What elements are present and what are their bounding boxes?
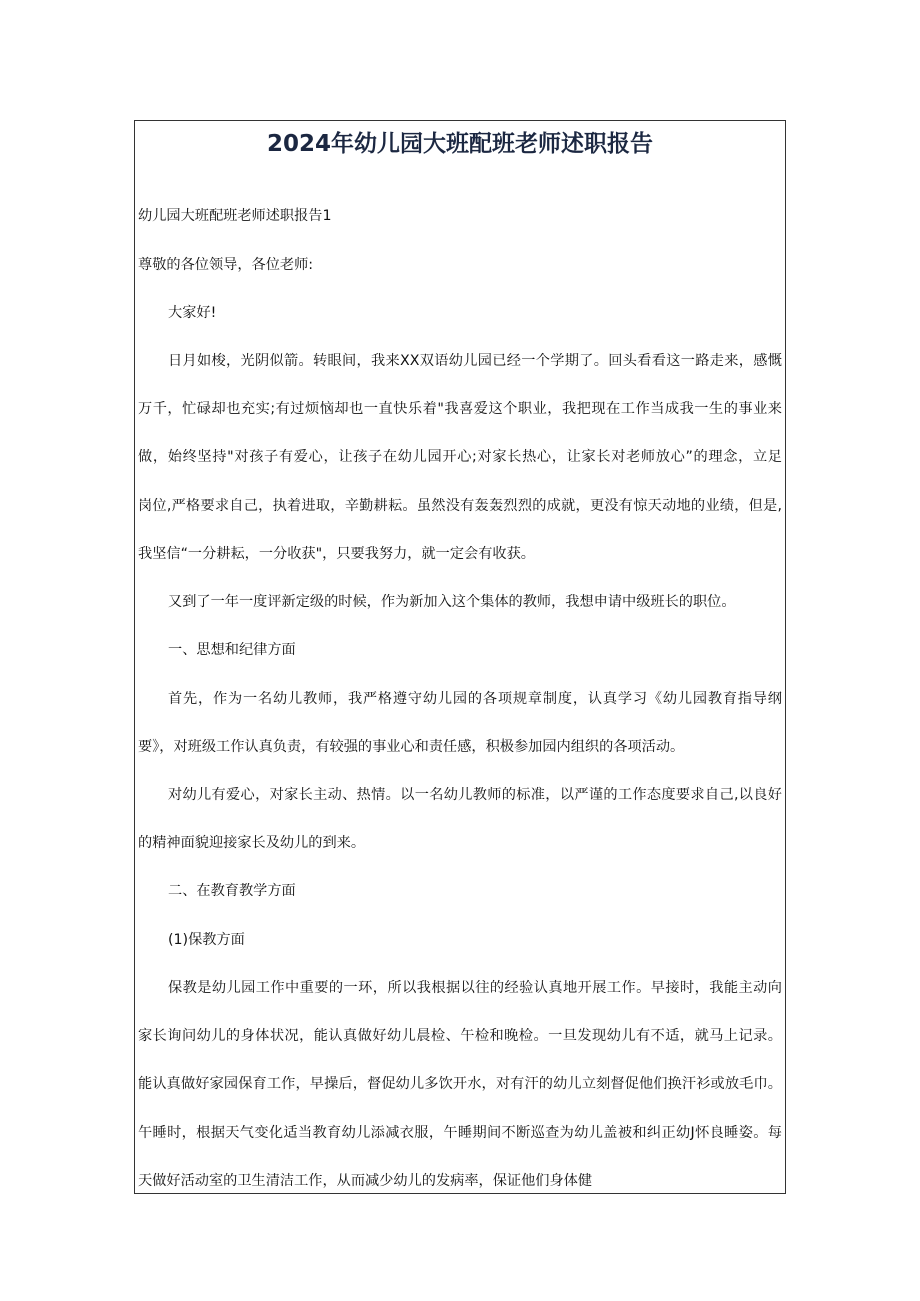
paragraph-line: 要》，对班级工作认真负责，有较强的事业心和责任感，积极参加园内组织的各项活动。 xyxy=(138,739,685,755)
paragraph-line: 保教是幼儿园工作中重要的一环，所以我根据以往的经验认真地开展工作。早接时，我能主动向 xyxy=(168,980,782,996)
section-heading: 一、思想和纪律方面 xyxy=(168,642,296,658)
paragraph-line: 又到了一年一度评新定级的时候，作为新加入这个集体的教师，我想申请中级班长的职位。 xyxy=(168,594,736,610)
paragraph-line: 我坚信“一分耕耘，一分收获"，只要我努力，就一定会有收获。 xyxy=(138,546,535,562)
paragraph-line: 做，始终坚持"对孩子有爱心，让孩子在幼儿园开心;对家长热心，让家长对老师放心”的理念，立足 xyxy=(138,449,782,465)
paragraph-line: 对幼儿有爱心，对家长主动、热情。以一名幼儿教师的标准，以严谨的工作态度要求自己,以良好 xyxy=(168,787,782,803)
paragraph-line: 日月如梭，光阴似箭。转眼间，我来XX双语幼儿园已经一个学期了。回头看看这一路走来，感慨 xyxy=(168,353,782,369)
document-title: 2024年幼儿园大班配班老师述职报告 xyxy=(266,131,653,157)
paragraph-line: 午睡时，根据天气变化适当教育幼儿添减衣服，午睡期间不断巡查为幼儿盖被和纠正幼J怀良睡姿。每 xyxy=(138,1125,782,1141)
subsection-heading: (1)保教方面 xyxy=(168,932,245,948)
salutation: 尊敬的各位领导，各位老师: xyxy=(138,257,314,273)
paragraph-line: 能认真做好家园保育工作，早操后，督促幼儿多饮开水，对有汗的幼儿立刻督促他们换汗衫或放毛巾。 xyxy=(138,1076,782,1092)
paragraph-line: 家长询问幼儿的身体状况，能认真做好幼儿晨检、午检和晚检。一旦发现幼儿有不适，就马上记录。 xyxy=(138,1028,782,1044)
report-subtitle: 幼儿园大班配班老师述职报告1 xyxy=(138,208,332,224)
paragraph-line: 首先，作为一名幼儿教师，我严格遵守幼儿园的各项规章制度，认真学习《幼儿园教育指导纲 xyxy=(168,691,782,707)
paragraph-line: 的精神面貌迎接家长及幼儿的到来。 xyxy=(138,835,366,851)
section-heading: 二、在教育教学方面 xyxy=(168,883,296,899)
paragraph-line: 万千，忙碌却也充实;有过烦恼却也一直快乐着"我喜爱这个职业，我把现在工作当成我一生的事业来 xyxy=(138,401,782,417)
greeting: 大家好! xyxy=(168,305,217,321)
paragraph-line: 天做好活动室的卫生清洁工作，从而减少幼儿的发病率，保证他们身体健 xyxy=(138,1173,593,1189)
paragraph-line: 岗位,严格要求自己，执着进取，辛勤耕耘。虽然没有轰轰烈烈的成就，更没有惊天动地的业绩，但是, xyxy=(138,498,782,514)
